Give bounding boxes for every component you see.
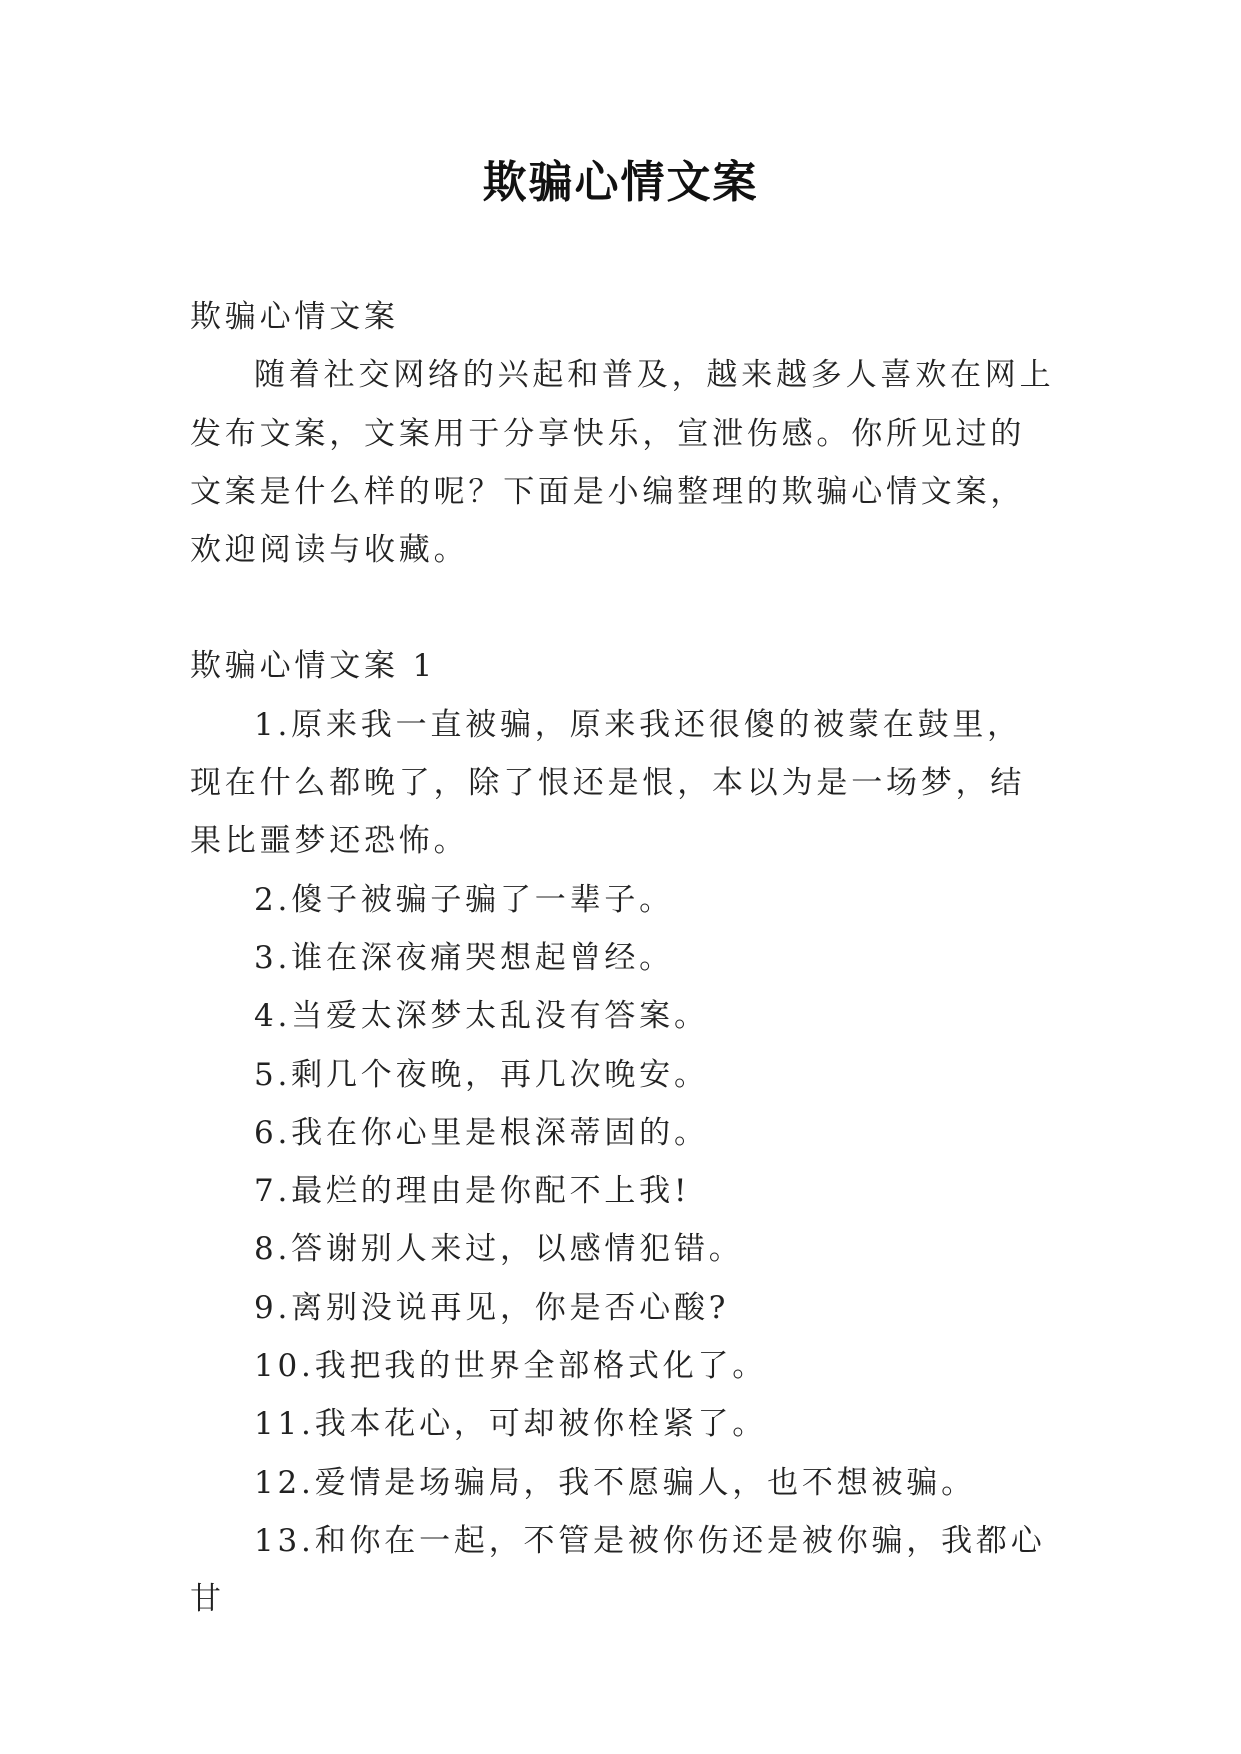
- list-item: 11.我本花心，可却被你栓紧了。: [254, 1406, 768, 1443]
- intro-paragraph: 随着社交网络的兴起和普及，越来越多人喜欢在网上发布文案，文案用于分享快乐，宣泄伤感。你所见过的文案是什么样的呢？下面是小编整理的欺骗心情文案，欢迎阅读与收藏。: [190, 357, 1055, 569]
- list-item: 1.原来我一直被骗，原来我还很傻的被蒙在鼓里，现在什么都晚了，除了恨还是恨，本以为是一场梦，结果比噩梦还恐怖。: [190, 706, 1026, 860]
- list-item: 6.我在你心里是根深蒂固的。: [254, 1114, 709, 1151]
- list-item: 4.当爱太深梦太乱没有答案。: [254, 998, 709, 1035]
- paragraph-spacer: [190, 579, 1055, 637]
- list-item: 9.离别没说再见，你是否心酸?: [254, 1289, 730, 1326]
- document-title: 欺骗心情文案: [482, 157, 759, 208]
- list-item: 7.最烂的理由是你配不上我!: [254, 1173, 691, 1210]
- list-item: 8.答谢别人来过，以感情犯错。: [254, 1231, 744, 1268]
- list-item: 10.我把我的世界全部格式化了。: [254, 1348, 768, 1385]
- list-item: 5.剩几个夜晚，再几次晚安。: [254, 1056, 709, 1093]
- list-item: 2.傻子被骗子骗了一辈子。: [254, 881, 674, 918]
- list-item: 12.爱情是场骗局，我不愿骗人，也不想被骗。: [254, 1464, 976, 1501]
- section-heading: 欺骗心情文案 1: [190, 648, 436, 685]
- section-subtitle: 欺骗心情文案: [190, 299, 399, 335]
- list-item: 13.和你在一起，不管是被你伤还是被你骗，我都心甘: [190, 1522, 1046, 1618]
- list-item: 3.谁在深夜痛哭想起曾经。: [254, 939, 674, 976]
- document-body: [190, 288, 1055, 1629]
